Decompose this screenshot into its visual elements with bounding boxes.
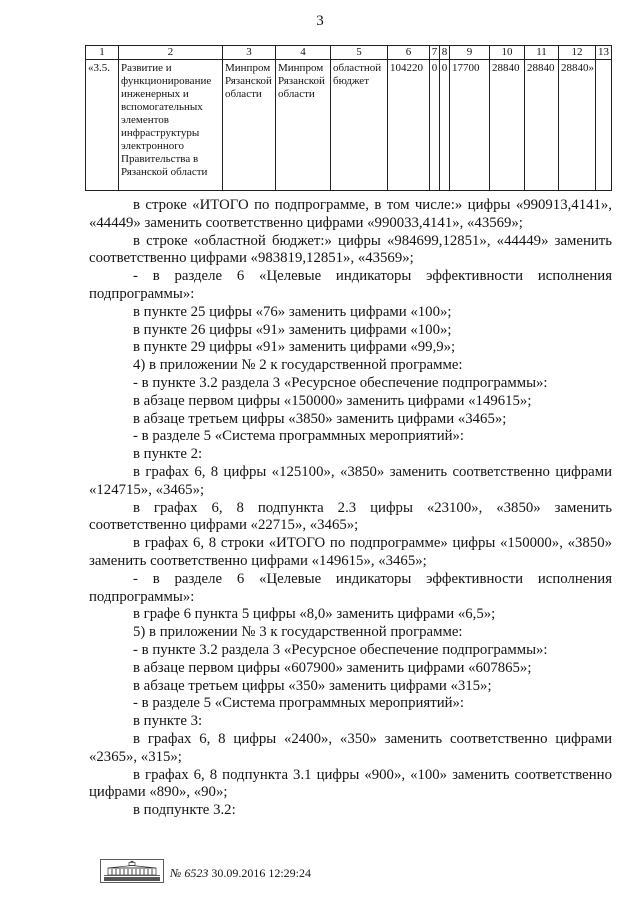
table-header-cell: 11 [525, 46, 559, 60]
table-cell-value: 28840» [559, 60, 596, 191]
table-header-cell: 3 [223, 46, 276, 60]
text-line: в графах 6, 8 цифры «2400», «350» заменить соответственно цифрами [133, 730, 612, 747]
table-header-cell: 4 [276, 46, 331, 60]
table-header-cell: 8 [440, 46, 450, 60]
text-line: 4) в приложении № 2 к государственной программе: [133, 357, 463, 374]
text-line: - в разделе 6 «Целевые индикаторы эффективности исполнения [133, 268, 612, 285]
paragraph [89, 695, 612, 713]
table-cell-value: 0 [440, 60, 450, 191]
paragraph [89, 268, 612, 304]
table-cell-value: 28840 [525, 60, 559, 191]
table-header-cell: 10 [490, 46, 525, 60]
paragraph [89, 357, 612, 375]
text-line: соответственно цифрами «22715», «3465»; [89, 517, 359, 534]
text-line: в графах 6, 8 подпункта 3.1 цифры «900», «100» заменить соответственно [133, 766, 612, 783]
table-cell-value: 17700 [450, 60, 490, 191]
paragraph [89, 322, 612, 340]
text-line: - в разделе 5 «Система программных мероприятий»: [133, 695, 465, 712]
paragraph [89, 535, 612, 571]
text-line: в графе 6 пункта 5 цифры «8,0» заменить цифрами «6,5»; [133, 606, 496, 623]
paragraph [89, 446, 612, 464]
text-line: «124715», «3465»; [89, 481, 205, 498]
table-cell-executor: Минпром Рязанской области [276, 60, 331, 191]
paragraph [89, 304, 612, 322]
text-line: заменить соответственно цифрами «149615», «3465»; [89, 552, 427, 569]
text-line: в подпункте 3.2: [133, 802, 236, 819]
text-line: подпрограммы»: [89, 285, 195, 302]
paragraph [89, 233, 612, 269]
paragraph [89, 571, 612, 607]
table-header-cell: 7 [430, 46, 440, 60]
table-cell-responsible: Минпром Рязанской области [223, 60, 276, 191]
text-line: в строке «ИТОГО по подпрограмме, в том числе:» цифры «990913,4141», [133, 197, 612, 213]
table-header-cell: 2 [119, 46, 223, 60]
text-line: в строке «областной бюджет:» цифры «984699,12851», «44449» заменить [133, 232, 612, 249]
text-line: в абзаце первом цифры «150000» заменить цифрами «149615»; [133, 392, 532, 409]
table-cell-total: 104220 [388, 60, 430, 191]
paragraph [89, 606, 612, 624]
table-row [86, 60, 612, 191]
text-line: в абзаце первом цифры «607900» заменить цифрами «607865»; [133, 659, 532, 676]
text-line: в графах 6, 8 строки «ИТОГО по подпрограмме» цифры «150000», «3850» [133, 535, 612, 552]
paragraph [89, 339, 612, 357]
paragraph [89, 678, 612, 696]
text-line: цифрами «890», «90»; [89, 784, 228, 801]
text-line: в графах 6, 8 цифры «125100», «3850» заменить соответственно цифрами [133, 463, 612, 480]
text-line: - в пункте 3.2 раздела 3 «Ресурсное обеспечение подпрограммы»: [133, 374, 548, 391]
paragraph [89, 731, 612, 767]
paragraph [89, 713, 612, 731]
program-measures-table [85, 45, 612, 191]
text-line: в пункте 25 цифры «76» заменить цифрами «100»; [133, 303, 452, 320]
table-header-cell: 13 [596, 46, 612, 60]
table-cell-measure-name: Развитие и функционирование инженерных и вспомогательных элементов инфраструктуры электронного Правительства в Рязанской области [119, 60, 223, 191]
paragraph [89, 411, 612, 429]
paragraph [89, 802, 612, 820]
table-cell-funding-source: областной бюджет [331, 60, 388, 191]
document-number: № 6523 [170, 866, 209, 880]
text-line: соответственно цифрами «983819,12851», «43569»; [89, 250, 414, 267]
paragraph [89, 375, 612, 393]
document-registration-stamp [170, 866, 311, 880]
paragraph [89, 464, 612, 500]
paragraph [89, 642, 612, 660]
table-cell-empty [596, 60, 612, 191]
document-timestamp: 30.09.2016 12:29:24 [211, 866, 311, 880]
text-line: в пункте 29 цифры «91» заменить цифрами «99,9»; [133, 339, 456, 356]
government-building-emblem-icon [100, 859, 164, 883]
table-header-cell: 6 [388, 46, 430, 60]
paragraph [89, 624, 612, 642]
text-line: в пункте 26 цифры «91» заменить цифрами «100»; [133, 321, 452, 338]
text-line: подпрограммы»: [89, 588, 195, 605]
text-line: - в разделе 5 «Система программных мероприятий»: [133, 428, 465, 445]
paragraph [89, 500, 612, 536]
paragraph [89, 197, 612, 233]
paragraph [89, 393, 612, 411]
table-header-cell: 1 [86, 46, 119, 60]
paragraph [89, 428, 612, 446]
text-line: в графах 6, 8 подпункта 2.3 цифры «23100», «3850» заменить [133, 499, 612, 516]
table-header-row [86, 46, 612, 60]
table-header-cell: 9 [450, 46, 490, 60]
text-line: в пункте 3: [133, 713, 203, 730]
text-line: в абзаце третьем цифры «350» заменить цифрами «315»; [133, 677, 492, 694]
text-line: - в разделе 6 «Целевые индикаторы эффективности исполнения [133, 570, 612, 587]
text-line: «44449» заменить соответственно цифрами «990033,4141», «43569»; [89, 214, 523, 231]
paragraph [89, 767, 612, 803]
table-header-cell: 12 [559, 46, 596, 60]
text-line: 5) в приложении № 3 к государственной программе: [133, 624, 463, 641]
amendment-text [89, 197, 612, 820]
table-cell-item-number: «3.5. [86, 60, 119, 191]
table-cell-value: 28840 [490, 60, 525, 191]
page-number: 3 [316, 13, 324, 29]
table-cell-value: 0 [430, 60, 440, 191]
table-header-cell: 5 [331, 46, 388, 60]
text-line: - в пункте 3.2 раздела 3 «Ресурсное обеспечение подпрограммы»: [133, 641, 548, 658]
text-line: «2365», «315»; [89, 748, 182, 765]
paragraph [89, 660, 612, 678]
text-line: в абзаце третьем цифры «3850» заменить цифрами «3465»; [133, 410, 507, 427]
text-line: в пункте 2: [133, 446, 203, 463]
